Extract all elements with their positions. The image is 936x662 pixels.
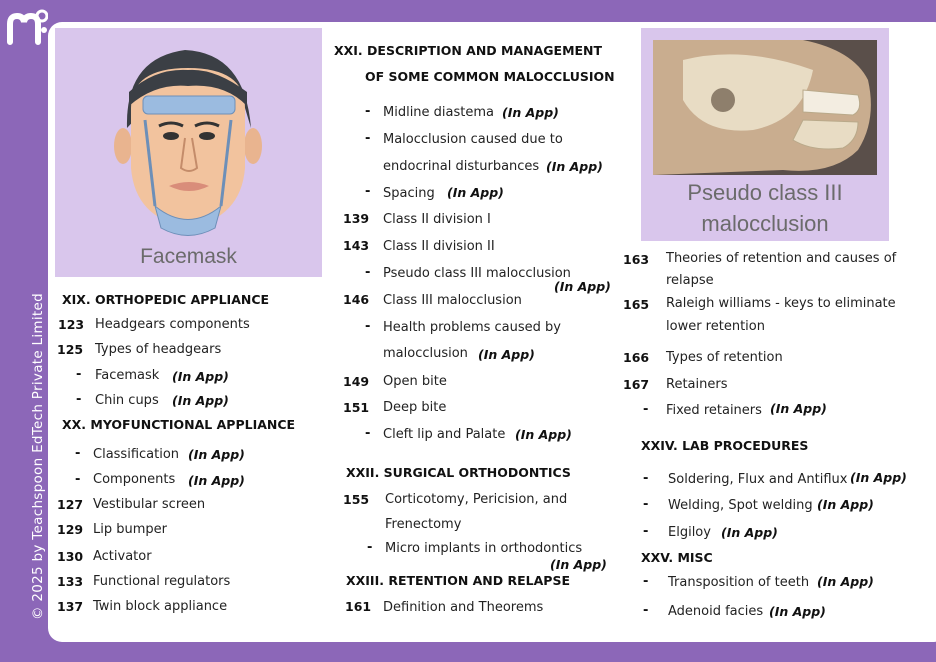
bullet-dash: - bbox=[75, 472, 81, 487]
page-number: 139 bbox=[343, 211, 370, 226]
entry-title: Spacing bbox=[383, 186, 435, 201]
facemask-caption: Facemask bbox=[140, 245, 237, 268]
entry-title-continued: Frenectomy bbox=[385, 517, 462, 532]
entry-title-continued: endocrinal disturbances bbox=[383, 159, 540, 174]
entry-title: Classification bbox=[93, 447, 180, 462]
in-app-link[interactable]: (In App) bbox=[478, 347, 535, 362]
entry-title: Definition and Theorems bbox=[383, 600, 544, 615]
entry-title: Midline diastema bbox=[383, 105, 495, 120]
in-app-link[interactable]: (In App) bbox=[721, 525, 778, 540]
bullet-dash: - bbox=[365, 319, 371, 334]
bullet-dash: - bbox=[365, 184, 371, 199]
section-xxv-heading: XXV. MISC bbox=[641, 550, 713, 565]
page-number: 127 bbox=[57, 497, 84, 512]
entry-title: Raleigh williams - keys to eliminate bbox=[666, 296, 896, 311]
entry-title: Retainers bbox=[666, 377, 728, 392]
facemask-image bbox=[55, 28, 322, 277]
bullet-dash: - bbox=[76, 392, 82, 407]
entry-title: Types of retention bbox=[666, 350, 783, 365]
entry-title: Fixed retainers bbox=[666, 403, 762, 418]
page-number: 125 bbox=[57, 342, 84, 357]
entry-title: Vestibular screen bbox=[93, 497, 206, 512]
in-app-link[interactable]: (In App) bbox=[546, 159, 603, 174]
page-number: 155 bbox=[343, 492, 370, 507]
entry-title-continued: malocclusion bbox=[383, 346, 468, 361]
page-number: 161 bbox=[345, 599, 372, 614]
in-app-link[interactable]: (In App) bbox=[188, 447, 245, 462]
in-app-link[interactable]: (In App) bbox=[817, 574, 874, 589]
entry-title: Corticotomy, Pericision, and bbox=[385, 492, 568, 507]
entry-title-continued: relapse bbox=[666, 273, 714, 288]
entry-title: Health problems caused by bbox=[383, 320, 561, 335]
page-number: 133 bbox=[57, 574, 84, 589]
bullet-dash: - bbox=[643, 497, 649, 512]
bullet-dash: - bbox=[643, 603, 649, 618]
pseudo-class-iii-image bbox=[641, 28, 889, 241]
bullet-dash: - bbox=[75, 446, 81, 461]
entry-title: Components bbox=[93, 472, 176, 487]
page-number: 165 bbox=[623, 297, 650, 312]
page-number: 123 bbox=[58, 317, 85, 332]
entry-title: Chin cups bbox=[95, 393, 159, 408]
section-xxiii-heading: XXIII. RETENTION AND RELAPSE bbox=[346, 573, 571, 588]
section-xxii-heading: XXII. SURGICAL ORTHODONTICS bbox=[346, 465, 571, 480]
entry-title: Theories of retention and causes of bbox=[666, 251, 897, 266]
section-xxi-heading-line2: OF SOME COMMON MALOCCLUSION bbox=[365, 69, 615, 84]
in-app-link[interactable]: (In App) bbox=[817, 497, 874, 512]
entry-title: Adenoid facies bbox=[668, 604, 764, 619]
entry-title: Lip bumper bbox=[93, 522, 167, 537]
in-app-link[interactable]: (In App) bbox=[850, 470, 907, 485]
pseudo-caption-line1: Pseudo class III bbox=[687, 180, 843, 205]
brand-logo bbox=[6, 8, 48, 48]
bullet-dash: - bbox=[365, 265, 371, 280]
bullet-dash: - bbox=[643, 524, 649, 539]
bullet-dash: - bbox=[643, 402, 649, 417]
in-app-link[interactable]: (In App) bbox=[770, 401, 827, 416]
entry-title: Twin block appliance bbox=[93, 599, 228, 614]
entry-title-continued: lower retention bbox=[666, 319, 765, 334]
in-app-link[interactable]: (In App) bbox=[172, 393, 229, 408]
entry-title: Micro implants in orthodontics bbox=[385, 541, 583, 556]
entry-title: Functional regulators bbox=[93, 574, 231, 589]
section-xxiv-heading: XXIV. LAB PROCEDURES bbox=[641, 438, 809, 453]
entry-title: Cleft lip and Palate bbox=[383, 427, 506, 442]
bullet-dash: - bbox=[643, 471, 649, 486]
page-number: 149 bbox=[343, 374, 370, 389]
copyright-text: © 2025 by Teachspoon EdTech Private Limited bbox=[30, 293, 46, 620]
page-number: 143 bbox=[343, 238, 370, 253]
entry-title: Class II division I bbox=[383, 212, 491, 227]
bullet-dash: - bbox=[367, 540, 373, 555]
entry-title: Welding, Spot welding bbox=[668, 498, 813, 513]
entry-title: Elgiloy bbox=[668, 525, 711, 540]
in-app-link[interactable]: (In App) bbox=[554, 279, 611, 294]
entry-title: Open bite bbox=[383, 374, 447, 389]
page-number: 137 bbox=[57, 599, 84, 614]
entry-title: Types of headgears bbox=[95, 342, 222, 357]
page-number: 167 bbox=[623, 377, 650, 392]
in-app-link[interactable]: (In App) bbox=[550, 557, 607, 572]
skull-illustration bbox=[653, 40, 901, 185]
entry-title: Soldering, Flux and Antiflux bbox=[668, 472, 848, 487]
in-app-link[interactable]: (In App) bbox=[502, 105, 559, 120]
bullet-dash: - bbox=[365, 131, 371, 146]
facemask-illustration bbox=[55, 28, 322, 243]
bullet-dash: - bbox=[365, 104, 371, 119]
in-app-link[interactable]: (In App) bbox=[515, 427, 572, 442]
section-xxi-heading-line1: XXI. DESCRIPTION AND MANAGEMENT bbox=[334, 43, 603, 58]
entry-title: Pseudo class III malocclusion bbox=[383, 266, 571, 281]
page-number: 166 bbox=[623, 350, 650, 365]
page-number: 151 bbox=[343, 400, 370, 415]
bullet-dash: - bbox=[365, 426, 371, 441]
page-number: 129 bbox=[57, 522, 84, 537]
entry-title: Malocclusion caused due to bbox=[383, 132, 563, 147]
entry-title: Deep bite bbox=[383, 400, 447, 415]
entry-title: Activator bbox=[93, 549, 152, 564]
in-app-link[interactable]: (In App) bbox=[188, 473, 245, 488]
entry-title: Transposition of teeth bbox=[668, 575, 810, 590]
bullet-dash: - bbox=[643, 574, 649, 589]
in-app-link[interactable]: (In App) bbox=[447, 185, 504, 200]
in-app-link[interactable]: (In App) bbox=[769, 604, 826, 619]
entry-title: Facemask bbox=[95, 368, 160, 383]
bullet-dash: - bbox=[76, 367, 82, 382]
in-app-link[interactable]: (In App) bbox=[172, 369, 229, 384]
entry-title: Class II division II bbox=[383, 239, 495, 254]
section-xix-heading: XIX. ORTHOPEDIC APPLIANCE bbox=[62, 292, 270, 307]
page-number: 130 bbox=[57, 549, 84, 564]
page-number: 163 bbox=[623, 252, 650, 267]
section-xx-heading: XX. MYOFUNCTIONAL APPLIANCE bbox=[62, 417, 296, 432]
entry-title: Headgears components bbox=[95, 317, 250, 332]
entry-title: Class III malocclusion bbox=[383, 293, 522, 308]
page-number: 146 bbox=[343, 292, 370, 307]
pseudo-caption-line2: malocclusion bbox=[701, 211, 829, 236]
